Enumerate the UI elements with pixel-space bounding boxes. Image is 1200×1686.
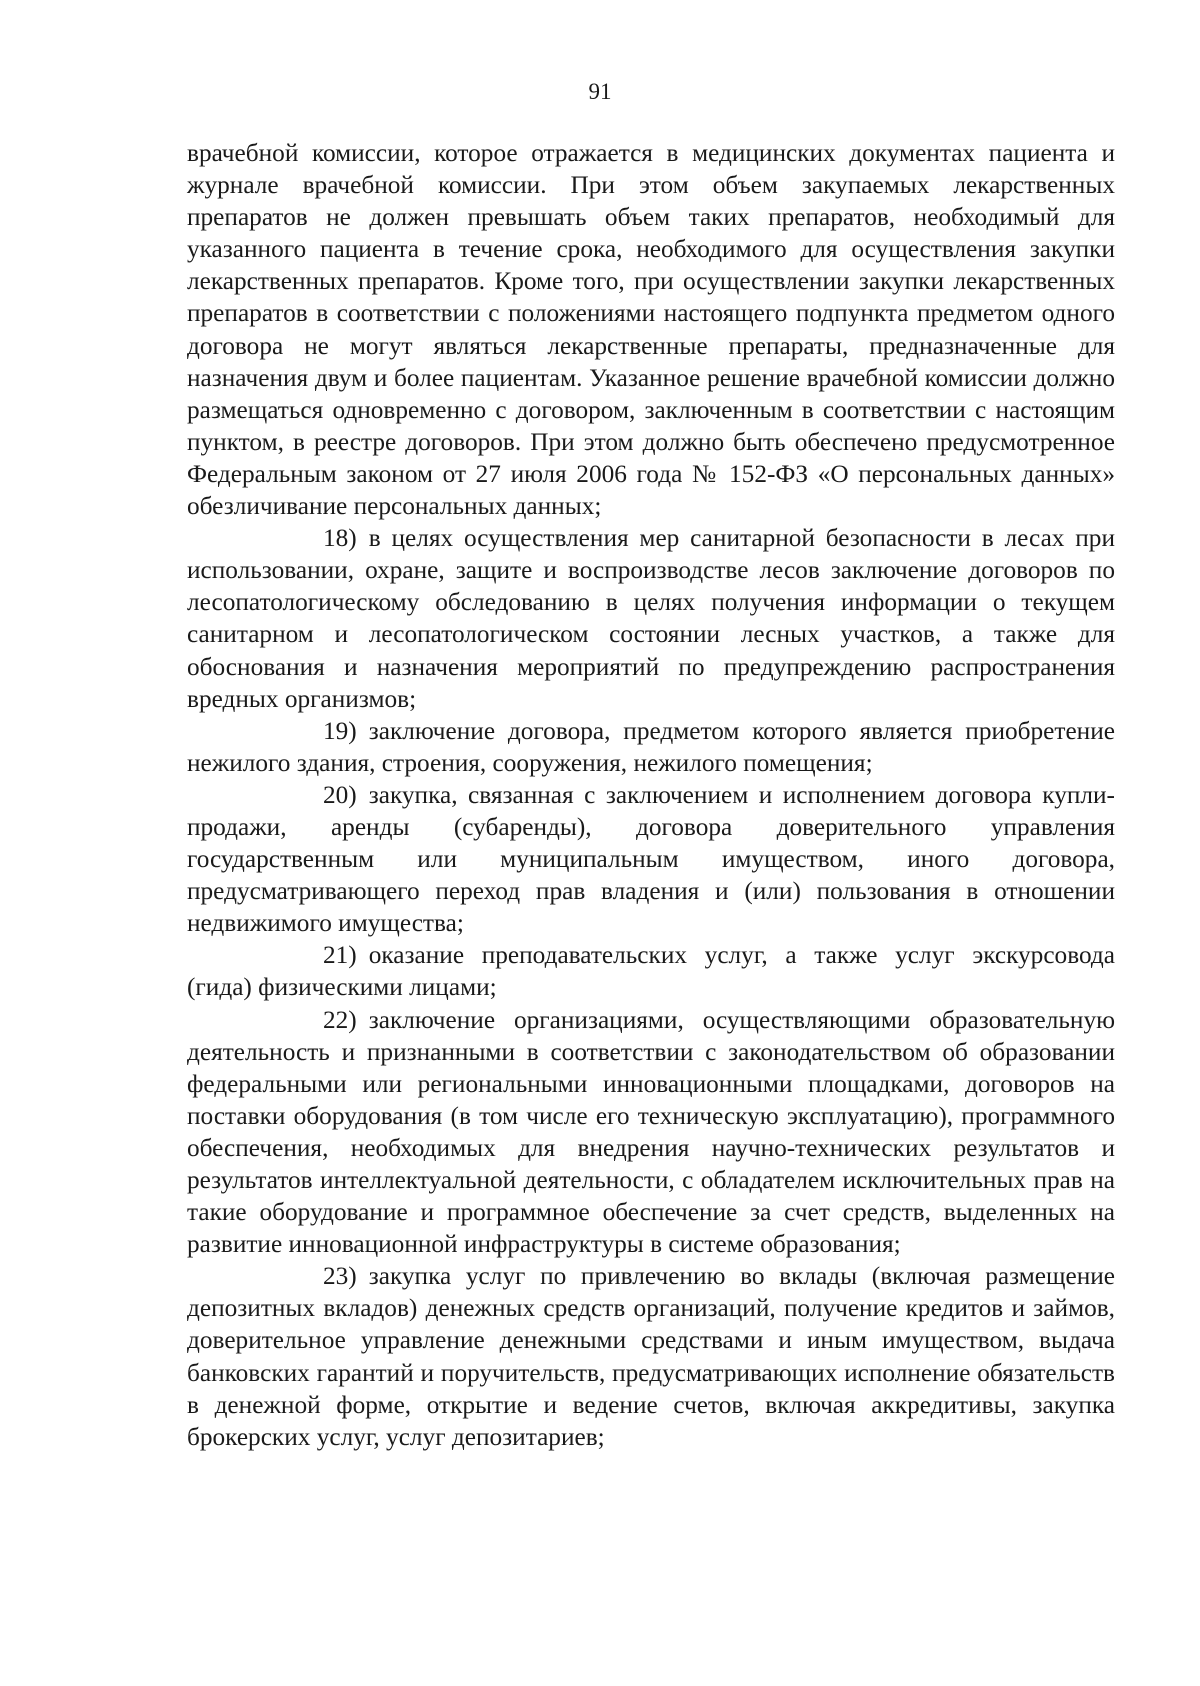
- item-number: 22): [323, 1005, 357, 1034]
- item-text: в целях осуществления мер санитарной безопасности в лесах при использовании, охране, защите и воспроизводстве лесов заключение договоров по лесопатологическому обследованию в целях получения информации о текущем санитарном и лесопатологическом состоянии лесных участков, а также для обоснования и назначения мероприятий по предупреждению распространения вредных организмов;: [187, 524, 1115, 713]
- item-number: 18): [323, 524, 357, 553]
- paragraph-continuation: [187, 137, 1115, 522]
- list-item-19: [187, 715, 1115, 779]
- list-item-18: [187, 522, 1115, 715]
- item-number: 19): [323, 716, 357, 745]
- list-item-23: [187, 1260, 1115, 1453]
- item-number: 21): [323, 941, 357, 970]
- item-number: 23): [323, 1262, 357, 1291]
- item-text: заключение организациями, осуществляющими образовательную деятельность и признанными в соответствии с законодательством об образовании федеральными или региональными инновационными площадками, договоров на поставки оборудования (в том числе его техническую эксплуатацию), программного обеспечения, необходимых для внедрения научно-технических результатов и результатов интеллектуальной деятельности, с обладателем исключительных прав на такие оборудование и программное обеспечение за счет средств, выделенных на развитие инновационной инфраструктуры в системе образования;: [187, 1005, 1115, 1259]
- document-body: [187, 137, 1115, 1453]
- list-item-22: [187, 1004, 1115, 1261]
- item-text: оказание преподавательских услуг, а также услуг экскурсовода (гида) физическими лицами;: [187, 941, 1115, 1002]
- page-number: 91: [588, 79, 612, 104]
- list-item-21: [187, 939, 1115, 1003]
- paragraph-text: врачебной комиссии, которое отражается в медицинских документах пациента и журнале врачебной комиссии. При этом объем закупаемых лекарственных препаратов не должен превышать объем таких препаратов, необходимый для указанного пациента в течение срока, необходимого для осуществления закупки лекарственных препаратов. Кроме того, при осуществлении закупки лекарственных препаратов в соответствии с положениями настоящего подпункта предметом одного договора не могут являться лекарственные препараты, предназначенные для назначения двум и более пациентам. Указанное решение врачебной комиссии должно размещаться одновременно с договором, заключенным в соответствии с настоящим пунктом, в реестре договоров. При этом должно быть обеспечено предусмотренное Федеральным законом от 27 июля 2006 года № 152-ФЗ «О персональных данных» обезличивание персональных данных;: [187, 139, 1115, 521]
- item-text: закупка услуг по привлечению во вклады (включая размещение депозитных вкладов) денежных средств организаций, получение кредитов и займов, доверительное управление денежными средствами и иным имуществом, выдача банковских гарантий и поручительств, предусматривающих исполнение обязательств в денежной форме, открытие и ведение счетов, включая аккредитивы, закупка брокерских услуг, услуг депозитариев;: [187, 1262, 1115, 1451]
- item-number: 20): [323, 780, 357, 809]
- list-item-20: [187, 779, 1115, 939]
- item-text: закупка, связанная с заключением и исполнением договора купли- продажи, аренды (субаренды), договора доверительного управления государственным или муниципальным имуществом, иного договора, предусматривающего переход прав владения и (или) пользования в отношении недвижимого имущества;: [187, 780, 1115, 938]
- item-text: заключение договора, предметом которого является приобретение нежилого здания, строения, сооружения, нежилого помещения;: [187, 716, 1115, 777]
